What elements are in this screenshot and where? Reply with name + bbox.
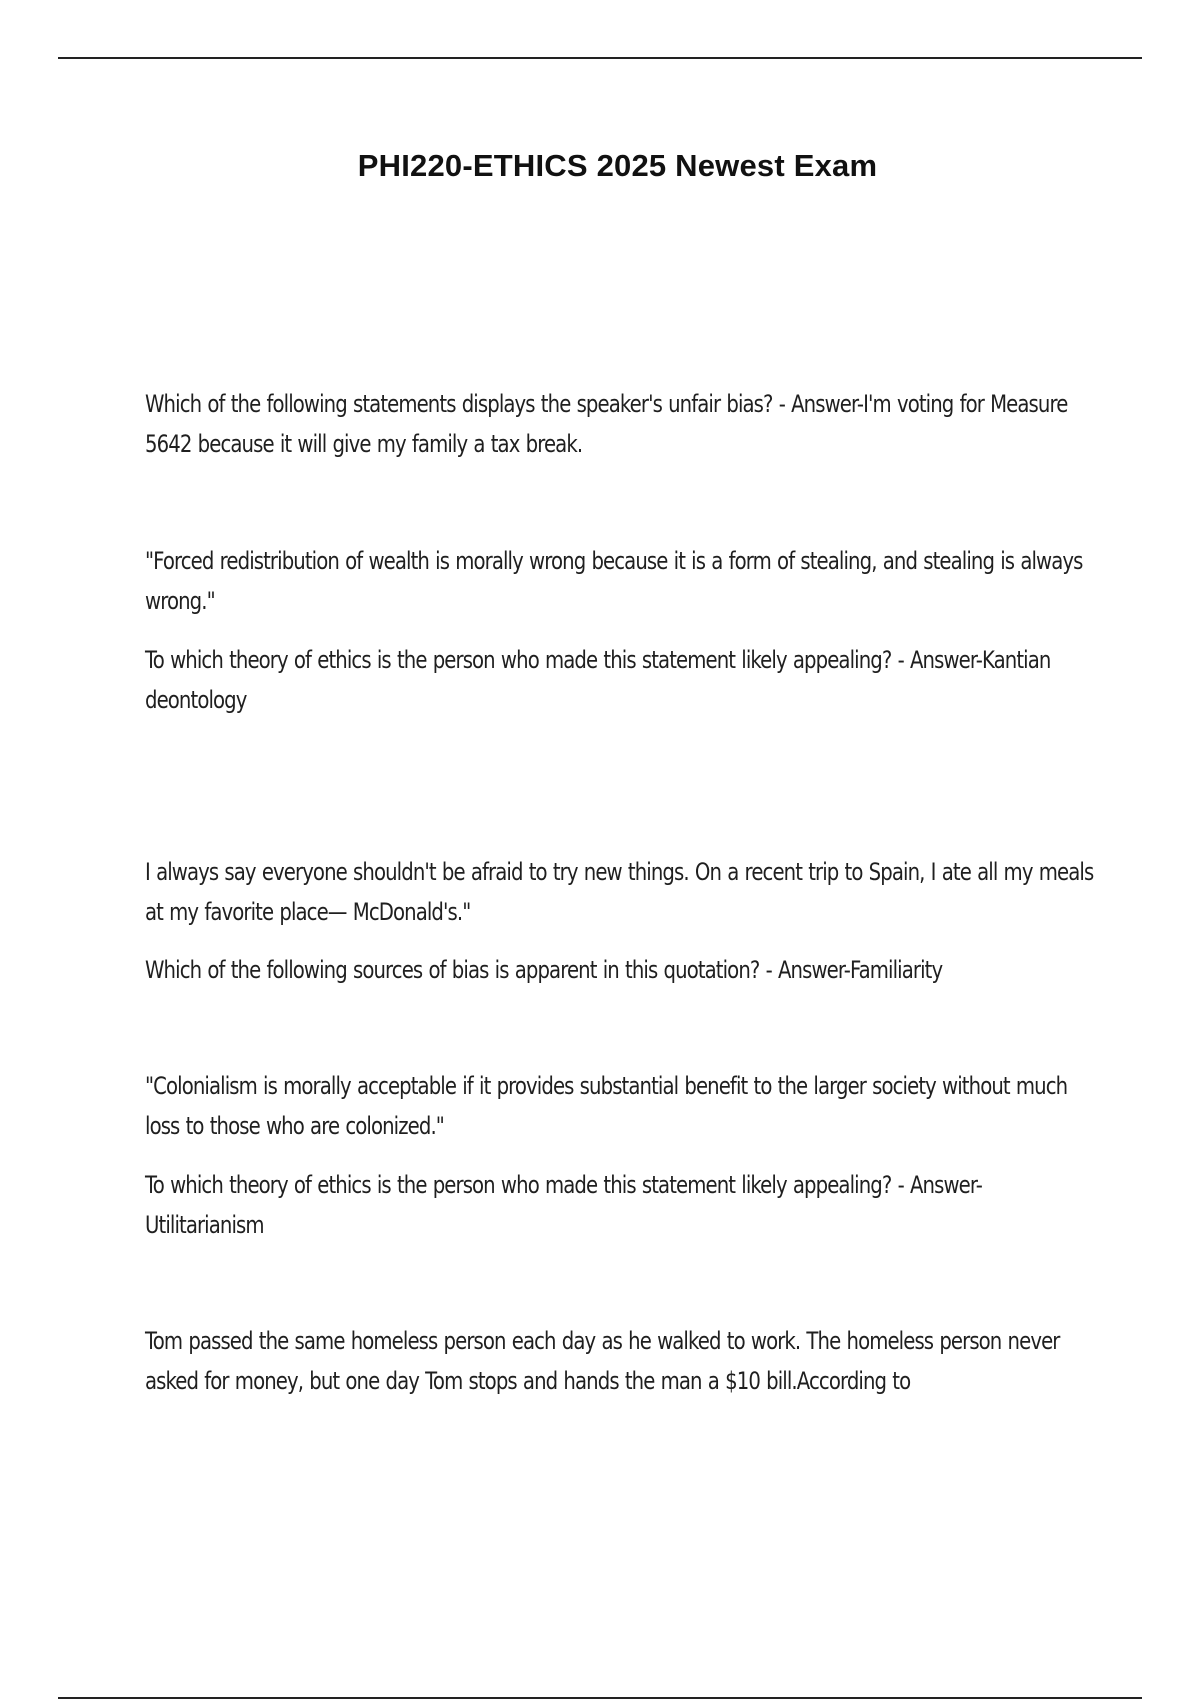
question-4-quote: "Colonialism is morally acceptable if it provides substantial benefit to the larger society without much loss to those who are colonized." [145,1072,1068,1140]
bottom-rule [58,1697,1142,1699]
question-3-text: Which of the following sources of bias is apparent in this quotation? - Answer-Familiarity [145,956,943,984]
top-rule [58,57,1142,59]
question-3-quote: I always say everyone shouldn't be afraid to try new things. On a recent trip to Spain, I ate all my meals at my favorite place— McDonald's." [145,858,1094,926]
question-1-text: Which of the following statements displays the speaker's unfair bias? - Answer-I'm voting for Measure 5642 because it will give my family a tax break. [145,390,1068,458]
page-title: PHI220-ETHICS 2025 Newest Exam [357,148,878,183]
question-4-text: To which theory of ethics is the person who made this statement likely appealing? - Answer-Utilitarianism [145,1171,982,1239]
question-2-text: To which theory of ethics is the person who made this statement likely appealing? - Answer-Kantian deontology [145,646,1051,714]
question-2-quote: "Forced redistribution of wealth is morally wrong because it is a form of stealing, and stealing is always wrong." [145,547,1083,615]
question-5-text: Tom passed the same homeless person each day as he walked to work. The homeless person never asked for money, but one day Tom stops and hands the man a $10 bill.According to [145,1327,1060,1395]
